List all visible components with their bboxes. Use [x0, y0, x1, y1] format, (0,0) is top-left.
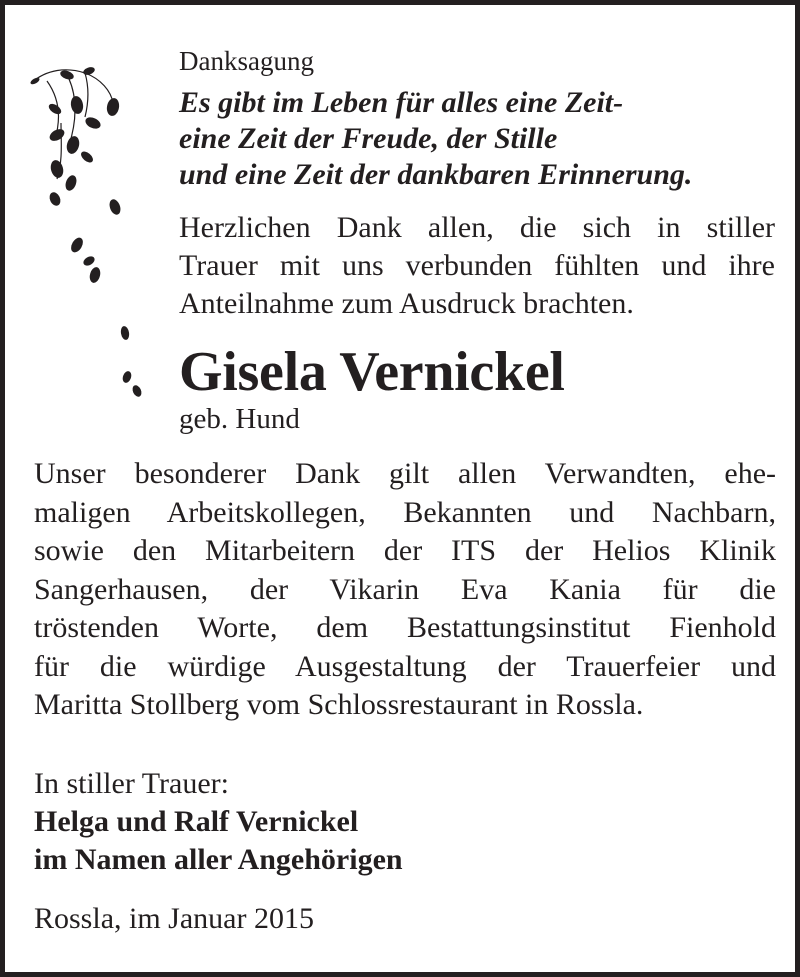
thanks-line: Trauer mit uns verbunden fühlten und ihre: [179, 249, 775, 282]
thanks-paragraph: [179, 209, 775, 323]
place-date: Rossla, im Januar 2015: [34, 902, 314, 935]
motto-line: und eine Zeit der dankbaren Erinnerung.: [179, 158, 693, 191]
body-line: Sangerhausen, der Vikarin Eva Kania für die: [34, 572, 776, 606]
acknowledgement-paragraph: [34, 455, 776, 725]
signer-line: im Namen aller Angehörigen: [34, 843, 403, 876]
thanks-line: Herzlichen Dank allen, die sich in stiller: [179, 211, 775, 244]
motto-line: eine Zeit der Freude, der Stille: [179, 122, 558, 155]
signer-line: Helga und Ralf Vernickel: [34, 805, 359, 838]
body-line: für die würdige Ausgestaltung der Trauerfeier und: [34, 649, 776, 683]
body-line: tröstenden Worte, dem Bestattungsinstitut Fienhold: [34, 611, 776, 644]
body-line: maligen Arbeitskollegen, Bekannten und Nachbarn,: [34, 495, 776, 529]
motto-quote: [179, 85, 779, 193]
body-line: Unser besonderer Dank gilt allen Verwandten, ehe-: [34, 457, 776, 490]
deceased-name: Gisela Vernickel: [179, 341, 565, 403]
birth-name: geb. Hund: [179, 403, 300, 435]
heading-danksagung: Danksagung: [179, 46, 314, 76]
closing-block: [34, 765, 634, 879]
body-line: Maritta Stollberg vom Schlossrestaurant in Rossla.: [34, 688, 644, 721]
motto-line: Es gibt im Leben für alles eine Zeit-: [179, 86, 624, 119]
thanks-line: Anteilnahme zum Ausdruck brachten.: [179, 287, 634, 320]
falling-leaves-illustration: [27, 61, 152, 411]
body-line: sowie den Mitarbeitern der ITS der Helios Klinik: [34, 534, 776, 567]
closing-intro: In stiller Trauer:: [34, 767, 229, 800]
